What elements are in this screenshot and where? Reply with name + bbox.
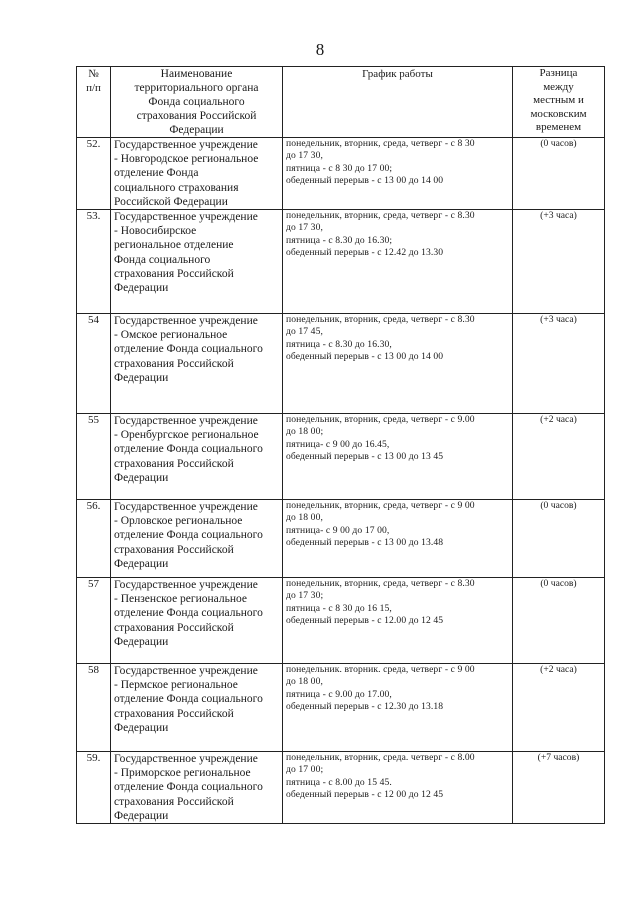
organization-line: - Оренбургское региональное [114, 429, 259, 442]
row-schedule [283, 578, 513, 664]
schedule-line: до 17 30; [286, 590, 324, 602]
schedule-line: понедельник, вторник, среда, четверг - с 9 00 [286, 500, 475, 512]
row-time-difference: (0 часов) [513, 500, 605, 578]
organization-line: - Приморское региональное [114, 767, 251, 780]
organization-line: страхования Российской [114, 543, 234, 556]
schedule-line: понедельник, вторник, среда, четверг - с 9.00 [286, 414, 475, 426]
organization-line: отделение Фонда социального [114, 529, 263, 542]
schedule-table [76, 66, 605, 824]
organization-line: Федерации [114, 282, 169, 295]
organization-line: Федерации [114, 471, 169, 484]
header-time-difference-line: местным и [533, 94, 584, 106]
row-organization [111, 500, 283, 578]
row-number: 58 [77, 664, 111, 752]
schedule-line: обеденный перерыв - с 13 00 до 13 45 [286, 451, 444, 463]
header-schedule [283, 67, 513, 138]
schedule-line: обеденный перерыв - с 13 00 до 14 00 [286, 175, 444, 187]
organization-line: Государственное учреждение [114, 579, 258, 592]
schedule-line: до 18 00, [286, 512, 323, 524]
header-number-line: п/п [86, 82, 101, 94]
table-row [77, 314, 605, 414]
schedule-line: пятница - с 8 30 до 17 00; [286, 162, 393, 174]
organization-line: страхования Российской [114, 707, 234, 720]
schedule-line: пятница - с 8 30 до 16 15, [286, 602, 392, 614]
organization-line: Государственное учреждение [114, 211, 258, 224]
organization-line: страхования Российской [114, 795, 234, 808]
schedule-line: понедельник, вторник, среда, четверг - с 8.30 [286, 210, 475, 222]
header-time-difference-line: Разница [539, 67, 578, 79]
organization-line: страхования Российской [114, 621, 234, 634]
organization-line: Государственное учреждение [114, 315, 258, 328]
organization-line: Федерации [114, 809, 169, 822]
organization-line: - Орловское региональное [114, 515, 243, 528]
organization-line: социального страхования [114, 181, 239, 194]
header-organization-line: территориального органа [134, 82, 259, 94]
row-schedule [283, 210, 513, 314]
row-time-difference: (0 часов) [513, 578, 605, 664]
schedule-line: до 17 30, [286, 222, 323, 234]
schedule-line: до 17 30, [286, 150, 323, 162]
schedule-line: пятница- с 9 00 до 16.45, [286, 438, 390, 450]
row-number: 52. [77, 138, 111, 210]
schedule-line: понедельник, вторник, среда, четверг - с 8 30 [286, 138, 475, 149]
schedule-line: обеденный перерыв - с 12.30 до 13.18 [286, 701, 444, 713]
organization-line: страхования Российской [114, 357, 234, 370]
organization-line: - Омское региональное [114, 329, 228, 342]
organization-line: региональное отделение [114, 239, 234, 252]
schedule-line: до 18 00, [286, 676, 323, 688]
table-row [77, 414, 605, 500]
row-organization [111, 578, 283, 664]
organization-line: отделение Фонда социального [114, 607, 263, 620]
header-organization-line: страхования Российской [136, 110, 257, 122]
header-time-difference [513, 67, 605, 138]
header-organization [111, 67, 283, 138]
row-organization [111, 414, 283, 500]
schedule-line: пятница - с 9.00 до 17.00, [286, 688, 392, 700]
schedule-line: обеденный перерыв - с 13 00 до 14 00 [286, 351, 444, 363]
row-number: 55 [77, 414, 111, 500]
schedule-line: обеденный перерыв - с 13 00 до 13.48 [286, 537, 444, 549]
row-schedule [283, 138, 513, 210]
organization-line: отделение Фонда социального [114, 781, 263, 794]
row-number: 59. [77, 752, 111, 824]
header-organization-line: Наименование [160, 68, 233, 80]
organization-line: Фонда социального [114, 253, 211, 266]
header-time-difference-line: между [543, 80, 574, 93]
table-row [77, 210, 605, 314]
row-schedule [283, 500, 513, 578]
schedule-line: обеденный перерыв - с 12.00 до 12 45 [286, 615, 444, 627]
page-number: 8 [315, 40, 325, 59]
header-number [77, 67, 111, 138]
header-row [77, 67, 605, 138]
organization-line: Государственное учреждение [114, 753, 258, 766]
organization-line: Государственное учреждение [114, 415, 258, 428]
row-organization [111, 210, 283, 314]
organization-line: Государственное учреждение [114, 501, 258, 514]
row-organization [111, 138, 283, 210]
schedule-line: понедельник, вторник, среда, четверг - с 8.30 [286, 314, 475, 326]
organization-line: - Новосибирское [114, 225, 197, 238]
row-schedule [283, 314, 513, 414]
row-time-difference: (+3 часа) [513, 210, 605, 314]
organization-line: Федерации [114, 635, 169, 648]
schedule-line: понедельник. вторник. среда, четверг - с 9 00 [286, 664, 475, 676]
table-row [77, 500, 605, 578]
organization-line: отделение Фонда [114, 167, 199, 180]
row-schedule [283, 752, 513, 824]
header-time-difference-line: временем [535, 121, 582, 133]
schedule-line: пятница- с 9 00 до 17 00, [286, 524, 390, 536]
row-number: 54 [77, 314, 111, 414]
organization-line: Российской Федерации [114, 195, 228, 208]
schedule-line: до 17 45, [286, 326, 323, 338]
organization-line: страхования Российской [114, 267, 234, 280]
schedule-line: до 18 00; [286, 426, 324, 438]
organization-line: отделение Фонда социального [114, 343, 263, 356]
row-time-difference: (+7 часов) [513, 752, 605, 824]
schedule-line: обеденный перерыв - с 12 00 до 12 45 [286, 789, 444, 801]
organization-line: отделение Фонда социального [114, 443, 263, 456]
schedule-line: пятница - с 8.00 до 15 45. [286, 776, 392, 788]
row-organization [111, 664, 283, 752]
row-number: 57 [77, 578, 111, 664]
organization-line: Государственное учреждение [114, 139, 258, 151]
table-row [77, 752, 605, 824]
row-schedule [283, 414, 513, 500]
schedule-line: обеденный перерыв - с 12.42 до 13.30 [286, 247, 444, 259]
row-organization [111, 752, 283, 824]
table-row [77, 664, 605, 752]
organization-line: - Пензенское региональное [114, 593, 248, 606]
table-row [77, 578, 605, 664]
schedule-line: понедельник, вторник, среда. четверг - с 8.00 [286, 752, 475, 764]
organization-line: отделение Фонда социального [114, 693, 263, 706]
row-number: 53. [77, 210, 111, 314]
row-time-difference: (+3 часа) [513, 314, 605, 414]
row-time-difference: (0 часов) [513, 138, 605, 210]
organization-line: - Пермское региональное [114, 679, 238, 692]
row-organization [111, 314, 283, 414]
organization-line: Федерации [114, 371, 169, 384]
schedule-line: до 17 00; [286, 764, 324, 776]
schedule-line: пятница - с 8.30 до 16.30, [286, 338, 392, 350]
organization-line: Федерации [114, 557, 169, 570]
header-schedule-line: График работы [362, 68, 433, 80]
organization-line: Федерации [114, 721, 169, 734]
schedule-line: пятница - с 8.30 до 16.30; [286, 234, 393, 246]
header-time-difference-line: московским [530, 107, 587, 120]
row-number: 56. [77, 500, 111, 578]
organization-line: - Новгородское региональное [114, 153, 259, 166]
header-organization-line: Фонда социального [148, 96, 245, 108]
organization-line: страхования Российской [114, 457, 234, 470]
table-row [77, 138, 605, 210]
schedule-line: понедельник, вторник, среда, четверг - с 8.30 [286, 578, 475, 590]
header-number-line: № [88, 68, 99, 80]
row-time-difference: (+2 часа) [513, 664, 605, 752]
row-schedule [283, 664, 513, 752]
header-organization-line: Федерации [169, 124, 224, 136]
row-time-difference: (+2 часа) [513, 414, 605, 500]
organization-line: Государственное учреждение [114, 665, 258, 678]
